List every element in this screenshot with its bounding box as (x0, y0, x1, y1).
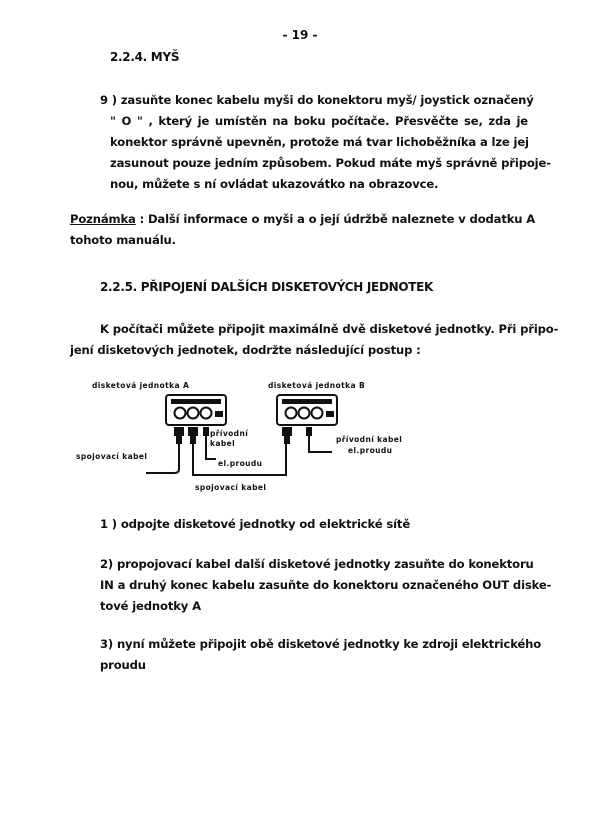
cables (146, 436, 332, 475)
note-line-2: tohoto manuálu. (70, 233, 176, 247)
step-2-line-1: 2) propojovací kabel další disketové jednotky zasuňte do konektoru (100, 557, 534, 571)
step-2-line-2: IN a druhý konec kabelu zasuňte do konektoru označeného OUT diske- (100, 578, 552, 592)
label-power-cable-b-1: přívodní kabel (336, 435, 403, 444)
drive-a-connectors (174, 427, 209, 444)
section-heading-mouse: 2.2.4. MYŠ (110, 50, 180, 64)
label-connecting-cable-left: spojovací kabel (76, 452, 148, 461)
label-power-cable-a-3: el.proudu (218, 459, 263, 468)
label-drive-a: disketová jednotka A (92, 381, 190, 390)
label-drive-b: disketová jednotka B (268, 381, 366, 390)
power-cable-b-line (309, 436, 332, 452)
page-number: - 19 - (282, 28, 318, 42)
connecting-cable-left-line (146, 444, 179, 473)
section-heading-drives: 2.2.5. PŘIPOJENÍ DALŠÍCH DISKETOVÝCH JEDNOTEK (100, 280, 434, 294)
step-3-line-2: proudu (100, 658, 146, 672)
mouse-paragraph-line-1: 9 ) zasuňte konec kabelu myši do konektoru myš/ joystick označený (100, 93, 534, 107)
drives-intro-line-2: jení disketových jednotek, dodržte následující postup : (70, 343, 421, 357)
step-2-line-3: tové jednotky A (100, 599, 201, 613)
floppy-connection-diagram (70, 375, 430, 500)
label-power-cable-b-2: el.proudu (348, 446, 393, 455)
label-power-cable-a-1: přívodní (210, 429, 249, 438)
mouse-paragraph-line-4: zasunout pouze jedním způsobem. Pokud máte myš správně připoje- (110, 156, 551, 170)
label-power-cable-a-2: kabel (210, 439, 236, 448)
drive-b-connectors (282, 427, 312, 444)
label-connecting-cable-bottom: spojovací kabel (195, 483, 267, 492)
mouse-paragraph-line-2: " O " , který je umístěn na boku počítače. Přesvěčte se, zda je (110, 114, 528, 128)
note-text: : Další informace o myši a o její údržbě naleznete v dodatku A (135, 212, 536, 226)
step-3-line-1: 3) nyní můžete připojit obě disketové jednotky ke zdroji elektrického (100, 637, 542, 651)
mouse-paragraph-line-3: konektor správně upevněn, protože má tvar lichoběžníka a lze jej (110, 135, 529, 149)
floppy-drive-b (277, 395, 337, 425)
note-label: Poznámka (70, 212, 136, 226)
note-line-1 (70, 211, 536, 227)
step-1: 1 ) odpojte disketové jednotky od elektrické sítě (100, 517, 411, 531)
mouse-paragraph-line-5: nou, můžete s ní ovládat ukazovátko na obrazovce. (110, 177, 439, 191)
drives-intro-line-1: K počítači můžete připojit maximálně dvě disketové jednotky. Při připo- (100, 322, 559, 336)
floppy-drive-a (166, 395, 226, 425)
